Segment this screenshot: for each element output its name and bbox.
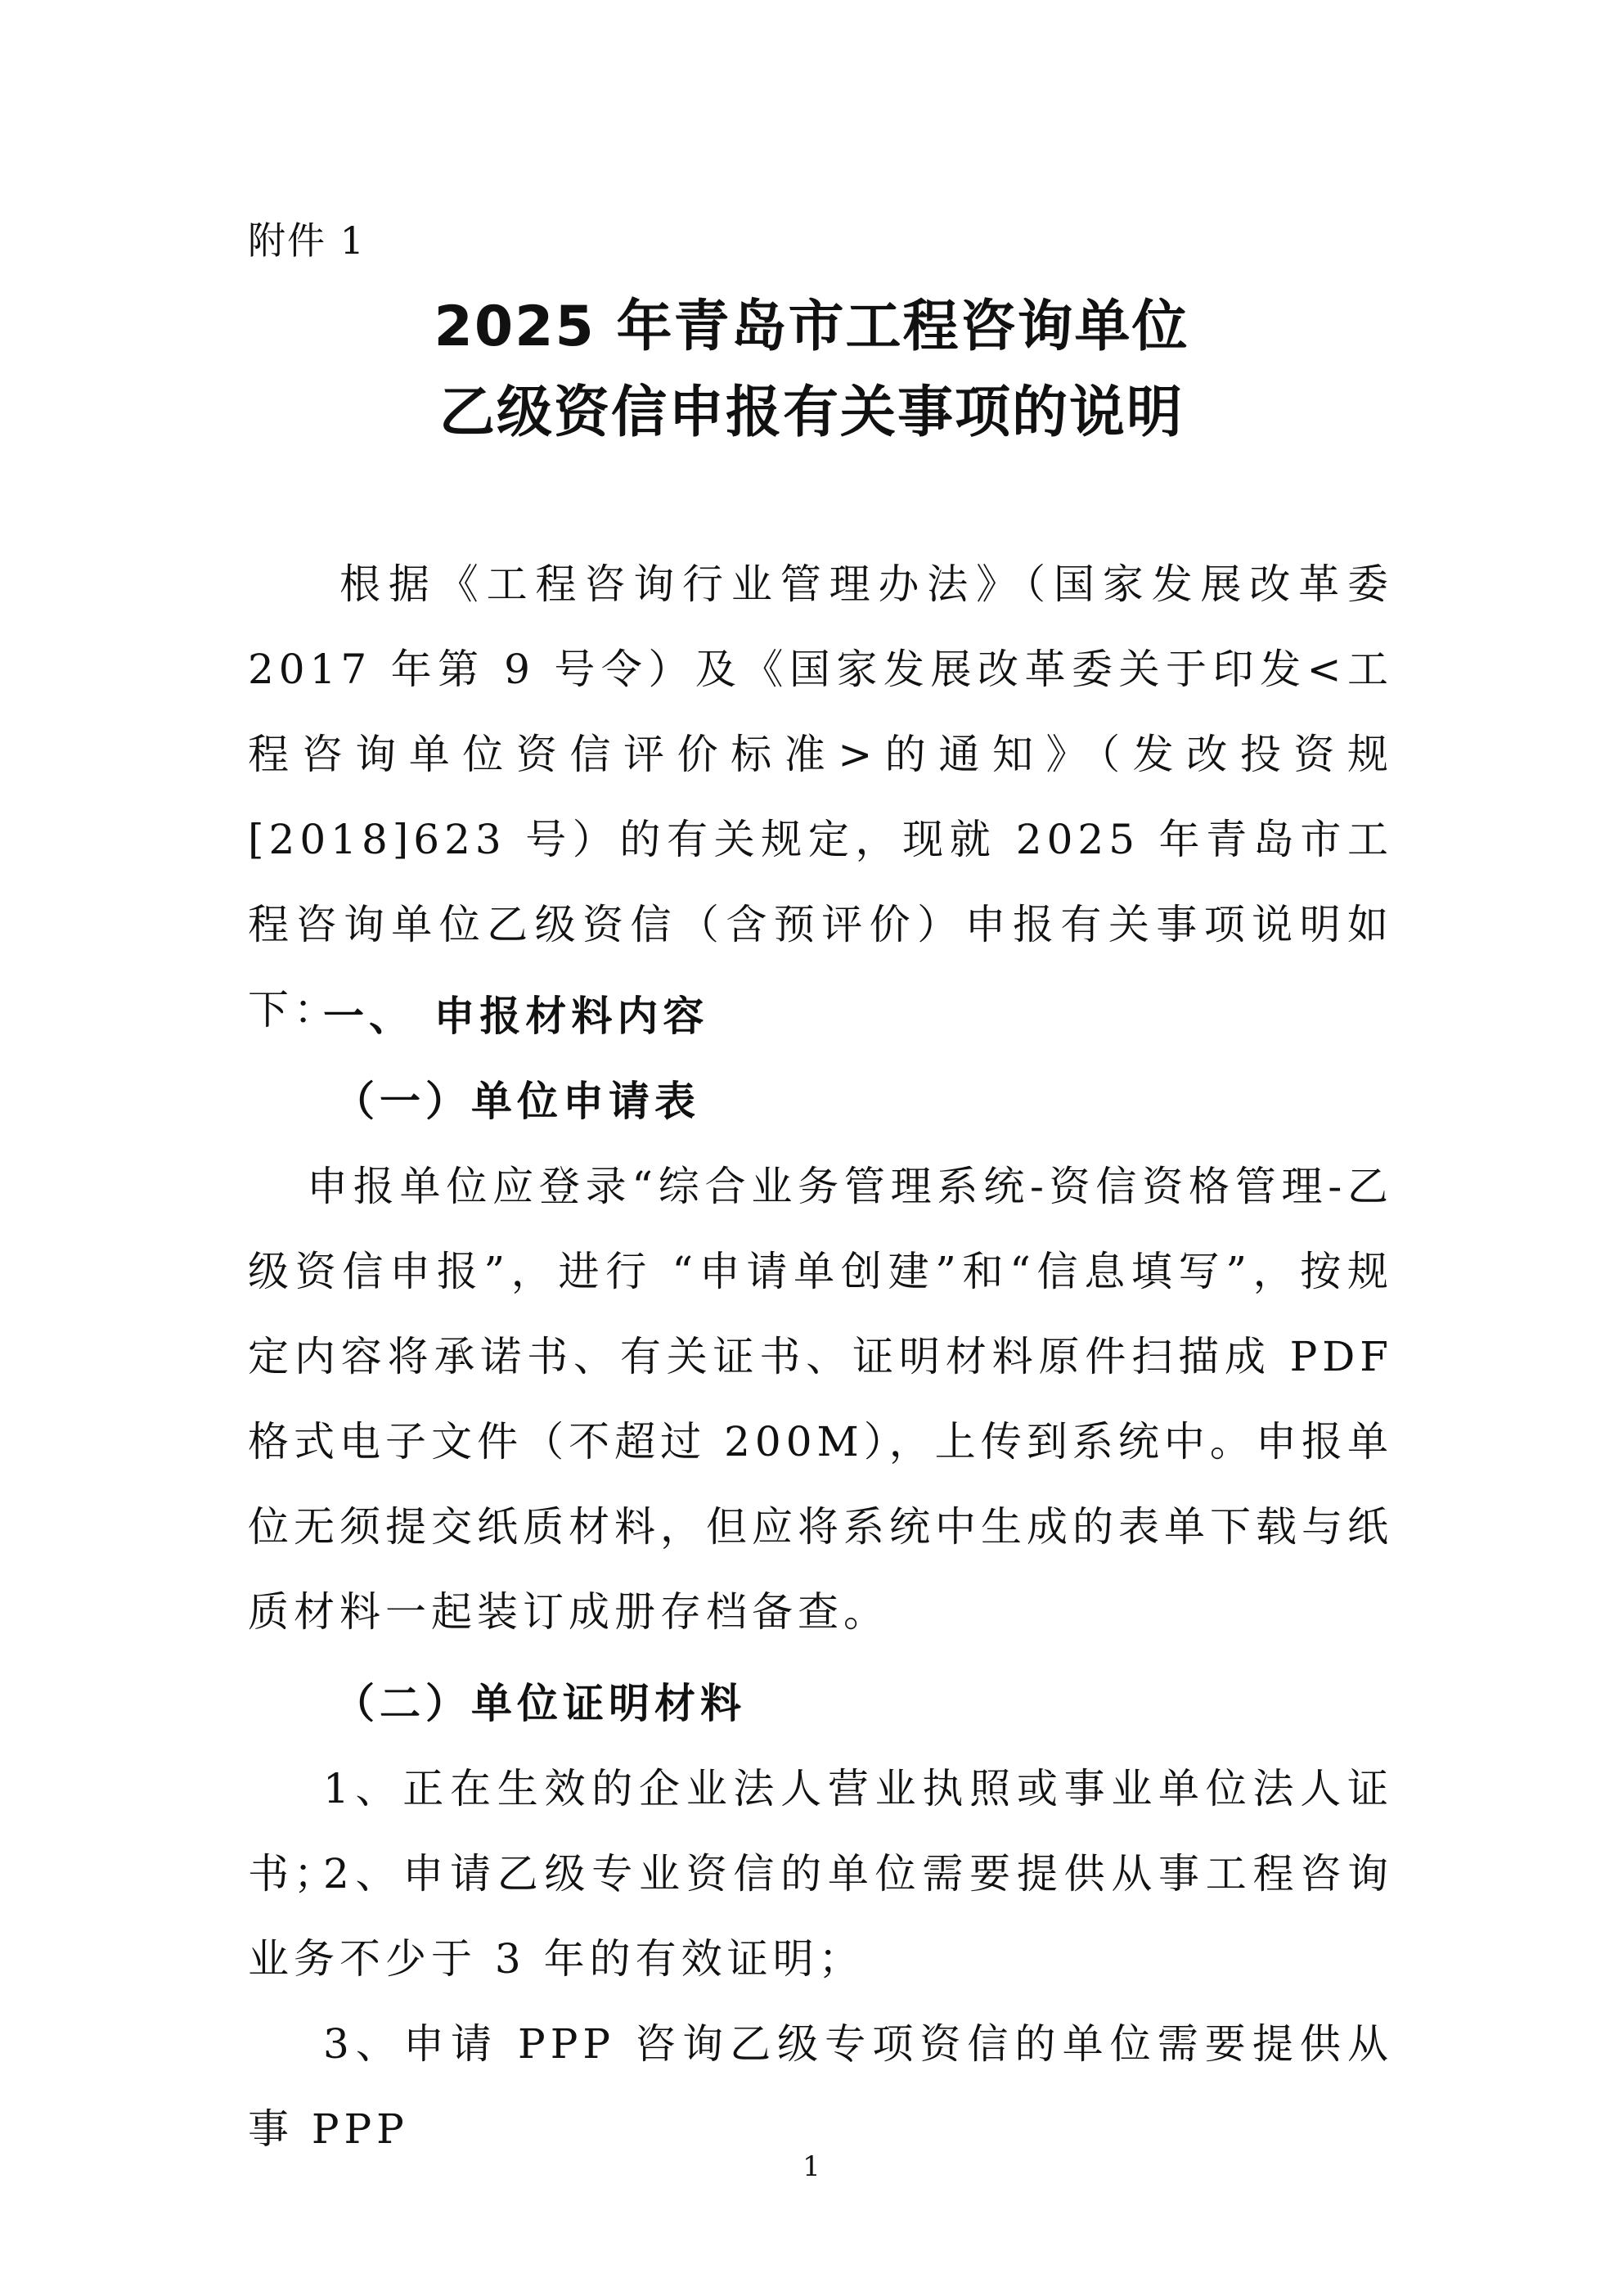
list-item: 1、正在生效的企业法人营业执照或事业单位法人证书； [248, 1765, 1393, 1898]
subsection-heading-application-form: （一）单位申请表 [334, 1078, 700, 1125]
subsection-heading-proof-materials: （二）单位证明材料 [334, 1680, 746, 1727]
section-heading-1: 一、 申报材料内容 [323, 993, 709, 1040]
document-title-line-2: 乙级资信申报有关事项的说明 [438, 380, 1184, 445]
page-number: 1 [803, 2150, 820, 2183]
application-form-paragraph: 申报单位应登录“综合业务管理系统-资信资格管理-乙级资信申报”，进行 “申请单创建”和“信息填写”，按规定内容将承诺书、有关证书、证明材料原件扫描成 PDF 格式电子文件（不超过 200M），上传到系统中。申报单位无须提交纸质材料，但应将系统中生成的表单下载与纸质材料一起装订成册存档备查。 [248, 1163, 1393, 1636]
attachment-label: 附件 1 [248, 218, 366, 263]
intro-paragraph: 根据《工程咨询行业管理办法》（国家发展改革委 2017 年第 9 号令）及《国家发展改革委关于印发<工程咨询单位资信评价标准>的通知》（发改投资规[2018]623 号）的有关规定，现就 2025 年青岛市工程咨询单位乙级资信（含预评价）申报有关事项说明如下： [248, 560, 1393, 1033]
list-item: 3、申请 PPP 咨询乙级专项资信的单位需要提供从事 PPP [248, 2020, 1393, 2153]
document-title-line-1: 2025 年青岛市工程咨询单位 [434, 295, 1189, 359]
list-item: 2、申请乙级专业资信的单位需要提供从事工程咨询业务不少于 3 年的有效证明； [248, 1850, 1393, 1983]
